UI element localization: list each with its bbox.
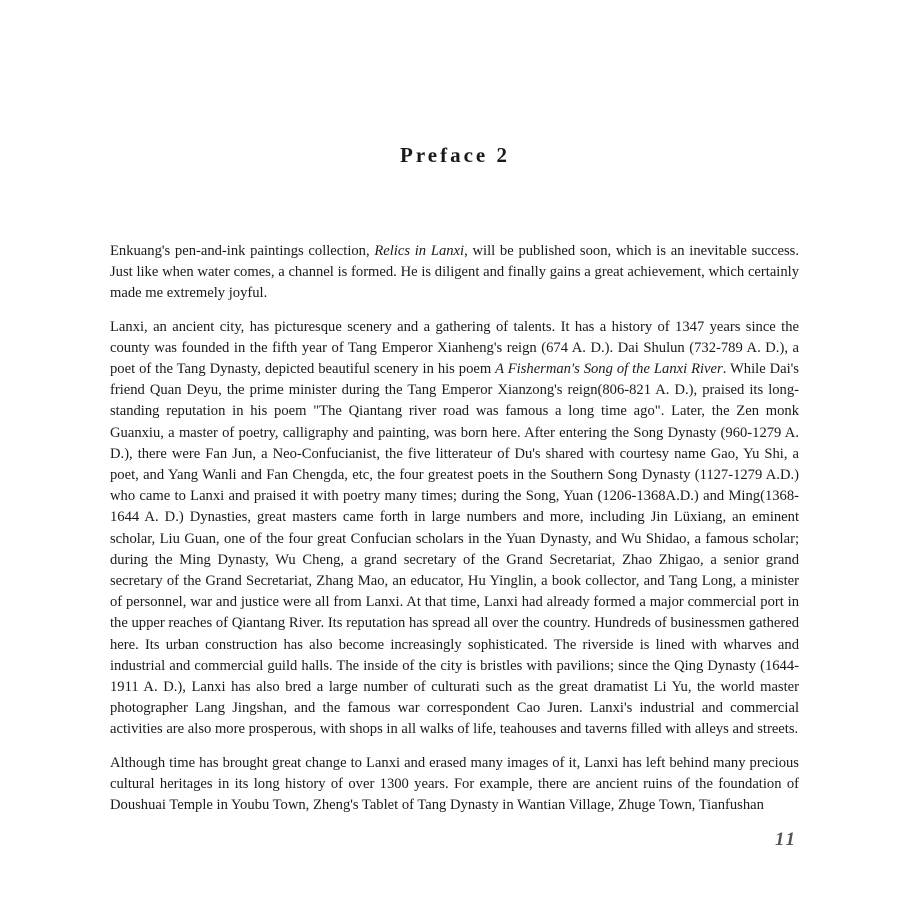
paragraph-3 — [110, 753, 799, 817]
poem-title: A Fisherman's Song of the Lanxi River — [495, 361, 723, 378]
paragraph-2 — [110, 317, 799, 741]
paragraph-text: , will be published soon, which is an inevitable success. Just like when water comes, a channel is formed. He is diligent and finally gains a great achievement, which certainly made me extremely joyful. — [110, 243, 799, 302]
body-text — [110, 241, 799, 828]
book-title: Relics in Lanxi — [374, 243, 465, 259]
paragraph-1 — [110, 241, 799, 305]
paragraph-text: Enkuang's pen-and-ink paintings collection, — [110, 243, 375, 259]
paragraph-text: . While Dai's friend Quan Deyu, the prime minister during the Tang Emperor Xianzong's reign(806-821 A. D.), praised its long-standing reputation in his poem "The Qiantang river road was famous a long time ago". Later, the Zen monk Guanxiu, a master of poetry, calligraphy and painting, was born here. After entering the Song Dynasty (960-1279 A. D.), there were Fan Jun, a Neo-Confucianist, the five litterateur of Du's shared with courtesy name Gao, Yu Shi, a poet, and Yang Wanli and Fan Chengda, etc, the four greatest poets in the Southern Song Dynasty (1127-1279 A.D.) who came to Lanxi and praised it with poetry many times; during the Song, Yuan (1206-1368A.D.) and Ming(1368-1644 A. D.) Dynasties, great masters came forth in large numbers and more, including Jin Lüxiang, an eminent scholar, Liu Guan, one of the four great Confucian scholars in the Yuan Dynasty, and Wu Shidao, a famous scholar; during the Ming Dynasty, Wu Cheng, a grand secretary of the Grand Secretariat, Zhao Zhigao, a senior grand secretary of the Grand Secretariat, Zhang Mao, an educator, Hu Yinglin, a book collector, and Tang Long, a minister of personnel, war and justice were all from Lanxi. At that time, Lanxi had already formed a major commercial port in the upper reaches of Qiantang River. Its reputation has spread all over the country. Hundreds of businessmen gathered here. Its urban construction has also become increasingly sophisticated. The riverside is lined with wharves and industrial and commercial guild halls. The inside of the city is bristles with pavilions; since the Qing Dynasty (1644-1911 A. D.), Lanxi has also bred a large number of culturati such as the great dramatist Li Yu, the world master photographer Lang Jingshan, and the famous war correspondent Cao Juren. Lanxi's industrial and commercial activities are also more prosperous, with shops in all walks of life, teahouses and taverns filled with alleys and streets. — [110, 361, 799, 738]
page-number: 11 — [775, 829, 797, 850]
paragraph-text: Lanxi, an ancient city, has picturesque scenery and a gathering of talents. It has a history of 1347 years since the county was founded in the fifth year of Tang Emperor Xianheng's reign (674 A. D.). Dai Shulun (732-789 A. D.), a poet of the Tang Dynasty, depicted beautiful scenery in his poem — [110, 318, 799, 378]
page-title: Preface 2 — [400, 143, 510, 167]
paragraph-text: Although time has brought great change to Lanxi and erased many images of it, Lanxi has left behind many precious cultural heritages in its long history of over 1300 years. For example, there are ancient ruins of the foundation of Doushuai Temple in Youbu Town, Zheng's Tablet of Tang Dynasty in Wantian Village, Zhuge Town, Tianfushan — [110, 754, 799, 814]
